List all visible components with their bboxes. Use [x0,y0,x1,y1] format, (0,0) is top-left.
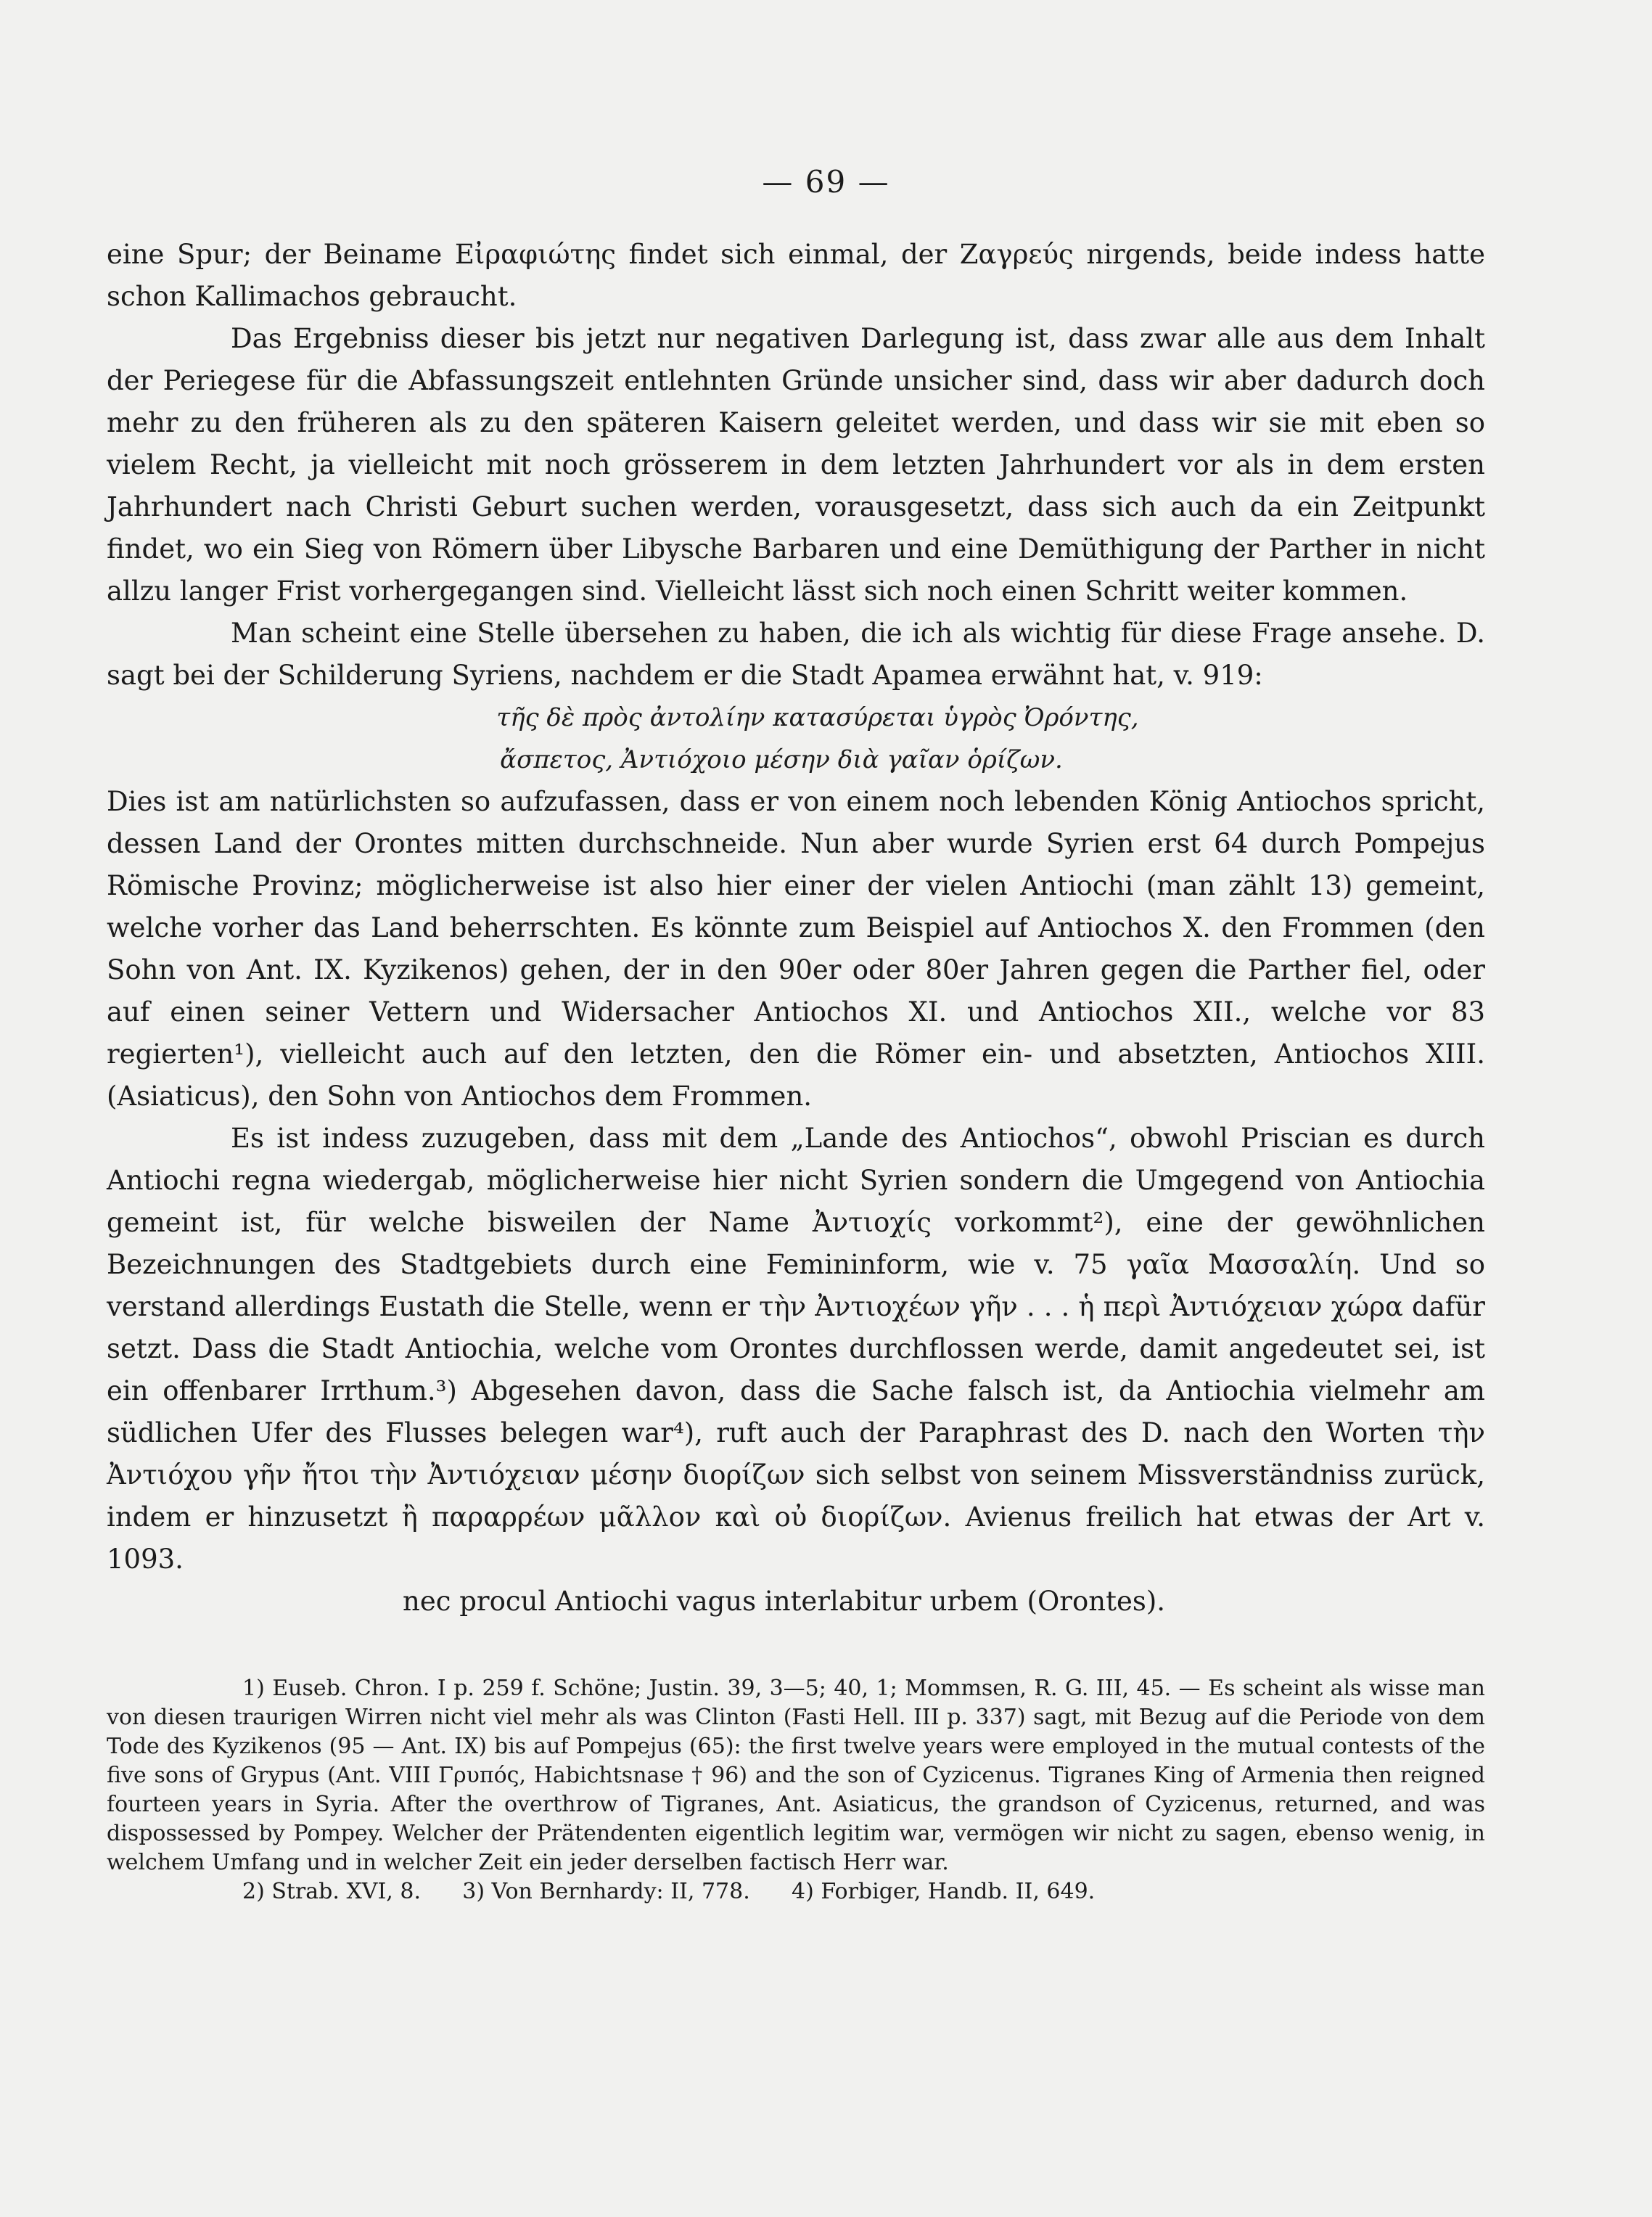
footnote-3: 3) Von Bernhardy: II, 778. [462,1879,750,1904]
greek-verse [107,697,1485,781]
footnote-4: 4) Forbiger, Handb. II, 649. [792,1879,1096,1904]
paragraph-4: Dies ist am natürlichsten so aufzufassen, dass er von einem noch lebenden König Antiochos spricht, dessen Land der Orontes mitten durchschneide. Nun aber wurde Syrien erst 64 durch Pompejus Römische Provinz; möglicherweise ist also hier einer der vielen Antiochi (man zählt 13) gemeint, welche vorher das Land beherrschten. Es könnte zum Beispiel auf Antiochos X. den Frommen (den Sohn von Ant. IX. Kyzikenos) gehen, der in den 90er oder 80er Jahren gegen die Parther fiel, oder auf einen seiner Vettern und Widersacher Antiochos XI. und Antiochos XII., welche vor 83 regierten¹), vielleicht auch auf den letzten, den die Römer ein- und absetzten, Antiochos XIII. (Asiaticus), den Sohn von Antiochos dem Frommen. [107,786,1485,1112]
footnotes [107,1674,1485,1906]
verse-line-1: τῆς δὲ πρὸς ἀντολίην κατασύρεται ὑγρὸς Ὀρόντης, [496,703,1139,732]
footnote-refs-line [107,1877,1485,1906]
footnote-2: 2) Strab. XVI, 8. [242,1879,422,1904]
latin-quote: nec procul Antiochi vagus interlabitur urbem (Orontes). [403,1586,1166,1617]
page-number: — 69 — [762,164,890,200]
paragraph-1: eine Spur; der Beiname Εἰραφιώτης findet sich einmal, der Ζαγρεύς nirgends, beide indess hatte schon Kallimachos gebraucht. [107,239,1485,312]
verse-line-2: ἄσπετος, Ἀντιόχοιο μέσην διὰ γαῖαν ὁρίζων. [500,745,1063,774]
paragraph-3: Man scheint eine Stelle übersehen zu haben, die ich als wichtig für diese Frage ansehe. D. sagt bei der Schilderung Syriens, nachdem er die Stadt Apamea erwähnt hat, v. 919: [107,618,1485,691]
footnote-1: 1) Euseb. Chron. I p. 259 f. Schöne; Justin. 39, 3—5; 40, 1; Mommsen, R. G. III, 45. — Es scheint als wisse man von diesen traurigen Wirren nicht viel mehr als was Clinton (Fasti Hell. III p. 337) sagt, mit Bezug auf die Periode von dem Tode des Kyzikenos (95 — Ant. IX) bis auf Pompejus (65): the first twelve years were employed in the mutual contests of the five sons of Grypus (Ant. VIII Γρυπός, Habichtsnase † 96) and the son of Cyzicenus. Tigranes King of Armenia then reigned fourteen years in Syria. After the overthrow of Tigranes, Ant. Asiaticus, the grandson of Cyzicenus, returned, and was dispossessed by Pompey. Welcher der Prätendenten eigentlich legitim war, vermögen wir nicht zu sagen, ebenso wenig, in welchem Umfang und in welcher Zeit ein jeder derselben factisch Herr war. [107,1676,1485,1875]
paragraph-2: Das Ergebniss dieser bis jetzt nur negativen Darlegung ist, dass zwar alle aus dem Inhalt der Periegese für die Abfassungszeit entlehnten Gründe unsicher sind, dass wir aber dadurch doch mehr zu den früheren als zu den späteren Kaisern geleitet werden, und dass wir sie mit eben so vielem Recht, ja vielleicht mit noch grösserem in dem letzten Jahrhundert vor als in dem ersten Jahrhundert nach Christi Geburt suchen werden, vorausgesetzt, dass sich auch da ein Zeitpunkt findet, wo ein Sieg von Römern über Libysche Barbaren und eine Demüthigung der Parther in nicht allzu langer Frist vorhergegangen sind. Vielleicht lässt sich noch einen Schritt weiter kommen. [107,323,1485,607]
main-text [107,234,1485,1623]
paragraph-5: Es ist indess zuzugeben, dass mit dem „Lande des Antiochos“, obwohl Priscian es durch Antiochi regna wiedergab, möglicherweise hier nicht Syrien sondern die Umgegend von Antiochia gemeint ist, für welche bisweilen der Name Ἀντιοχίς vorkommt²), eine der gewöhnlichen Bezeichnungen des Stadtgebiets durch eine Femininform, wie v. 75 γαῖα Μασσαλίη. Und so verstand allerdings Eustath die Stelle, wenn er τὴν Ἀντιοχέων γῆν . . . ἡ περὶ Ἀντιόχειαν χώρα dafür setzt. Dass die Stadt Antiochia, welche vom Orontes durchflossen werde, damit angedeutet sei, ist ein offenbarer Irrthum.³) Abgesehen davon, dass die Sache falsch ist, da Antiochia vielmehr am südlichen Ufer des Flusses belegen war⁴), ruft auch der Paraphrast des D. nach den Worten τὴν Ἀντιόχου γῆν ἤτοι τὴν Ἀντιόχειαν μέσην διορίζων sich selbst von seinem Missverständniss zurück, indem er hinzusetzt ἢ παραρρέων μᾶλλον καὶ οὐ διορίζων. Avienus freilich hat etwas der Art v. 1093. [107,1123,1485,1575]
